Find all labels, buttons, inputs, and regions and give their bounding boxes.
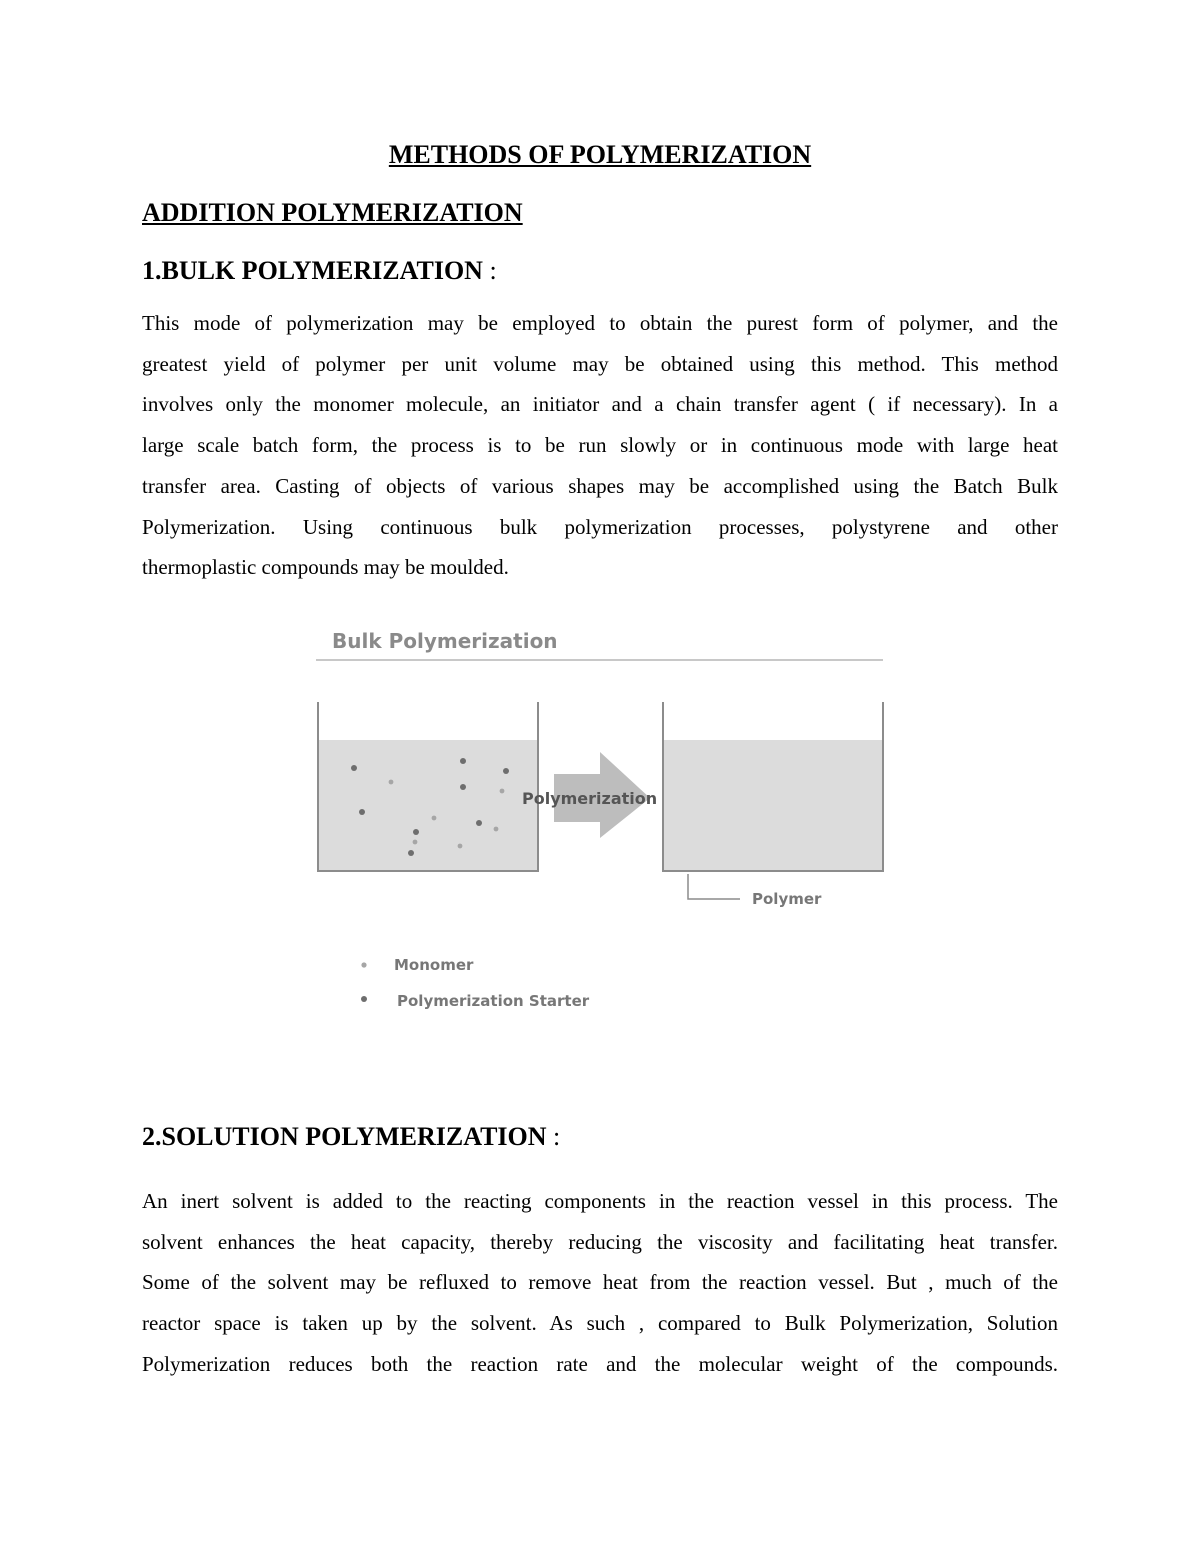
page-title: METHODS OF POLYMERIZATION (388, 140, 812, 169)
polymer-leader-line (688, 874, 740, 899)
heading-solution-colon: : (546, 1122, 561, 1151)
paragraph-line: This mode of polymerization may be employed to obtain the purest form of polymer, and the (142, 311, 1058, 335)
paragraph-line: thermoplastic compounds may be moulded. (142, 555, 509, 580)
polymer-label: Polymer (752, 890, 822, 908)
right-beaker (663, 702, 883, 908)
figure-svg (300, 610, 900, 1030)
right-beaker-polymer (664, 740, 882, 870)
paragraph-line: Polymerization. Using continuous bulk polymerization processes, polystyrene and other (142, 514, 1058, 539)
paragraph-line: involves only the monomer molecule, an initiator and a chain transfer agent ( if necessary). In a (142, 392, 1058, 417)
heading-solution-polymerization (142, 1122, 560, 1152)
paragraph-line: reactor space is taken up by the solvent. As such , compared to Bulk Polymerization, Solution (142, 1311, 1058, 1336)
paragraph-line: transfer area. Casting of objects of various shapes may be accomplished using the Batch Bulk (142, 473, 1058, 498)
starter-dot (460, 758, 466, 764)
paragraph-line: An inert solvent is added to the reacting components in the reaction vessel in this process. The (142, 1189, 1058, 1213)
starter-dot (359, 809, 365, 815)
monomer-dot (389, 780, 394, 785)
bulk-paragraph (142, 303, 1058, 588)
heading-bulk-polymerization (142, 256, 497, 286)
heading-bulk-text: 1.BULK POLYMERIZATION (142, 256, 483, 285)
paragraph-line: greatest yield of polymer per unit volume may be obtained using this method. This method (142, 351, 1058, 376)
paragraph-line: large scale batch form, the process is to be run slowly or in continuous mode with large heat (142, 433, 1058, 458)
starter-dot (408, 850, 414, 856)
monomer-dot (494, 827, 499, 832)
arrow-label: Polymerization (522, 789, 658, 808)
heading-bulk-colon: : (482, 256, 497, 285)
section-heading-addition: ADDITION POLYMERIZATION (142, 198, 523, 227)
monomer-dot (432, 816, 437, 821)
starter-dot (351, 765, 357, 771)
starter-dot (503, 768, 509, 774)
solution-paragraph (142, 1181, 1058, 1385)
starter-dot (476, 820, 482, 826)
paragraph-line: solvent enhances the heat capacity, thereby reducing the viscosity and facilitating heat transfer. (142, 1229, 1058, 1254)
heading-solution-text: 2.SOLUTION POLYMERIZATION (142, 1122, 547, 1151)
monomer-dot (413, 840, 418, 845)
paragraph-line: Some of the solvent may be refluxed to remove heat from the reaction vessel. But , much of the (142, 1270, 1058, 1295)
legend-starter-dot (361, 996, 367, 1002)
bulk-polymerization-figure (300, 610, 900, 1030)
legend-monomer-dot (361, 962, 366, 967)
left-beaker-liquid (319, 740, 537, 870)
starter-dot (413, 829, 419, 835)
polymerization-arrow (522, 752, 657, 838)
figure-title: Bulk Polymerization (332, 629, 558, 653)
legend-monomer-label: Monomer (394, 956, 474, 974)
figure-legend (361, 956, 590, 1010)
legend-starter-label: Polymerization Starter (397, 992, 590, 1010)
starter-dot (460, 784, 466, 790)
monomer-dot (458, 844, 463, 849)
left-beaker (318, 702, 538, 871)
monomer-dot (500, 789, 505, 794)
paragraph-line: Polymerization reduces both the reaction rate and the molecular weight of the compounds. (142, 1351, 1058, 1376)
